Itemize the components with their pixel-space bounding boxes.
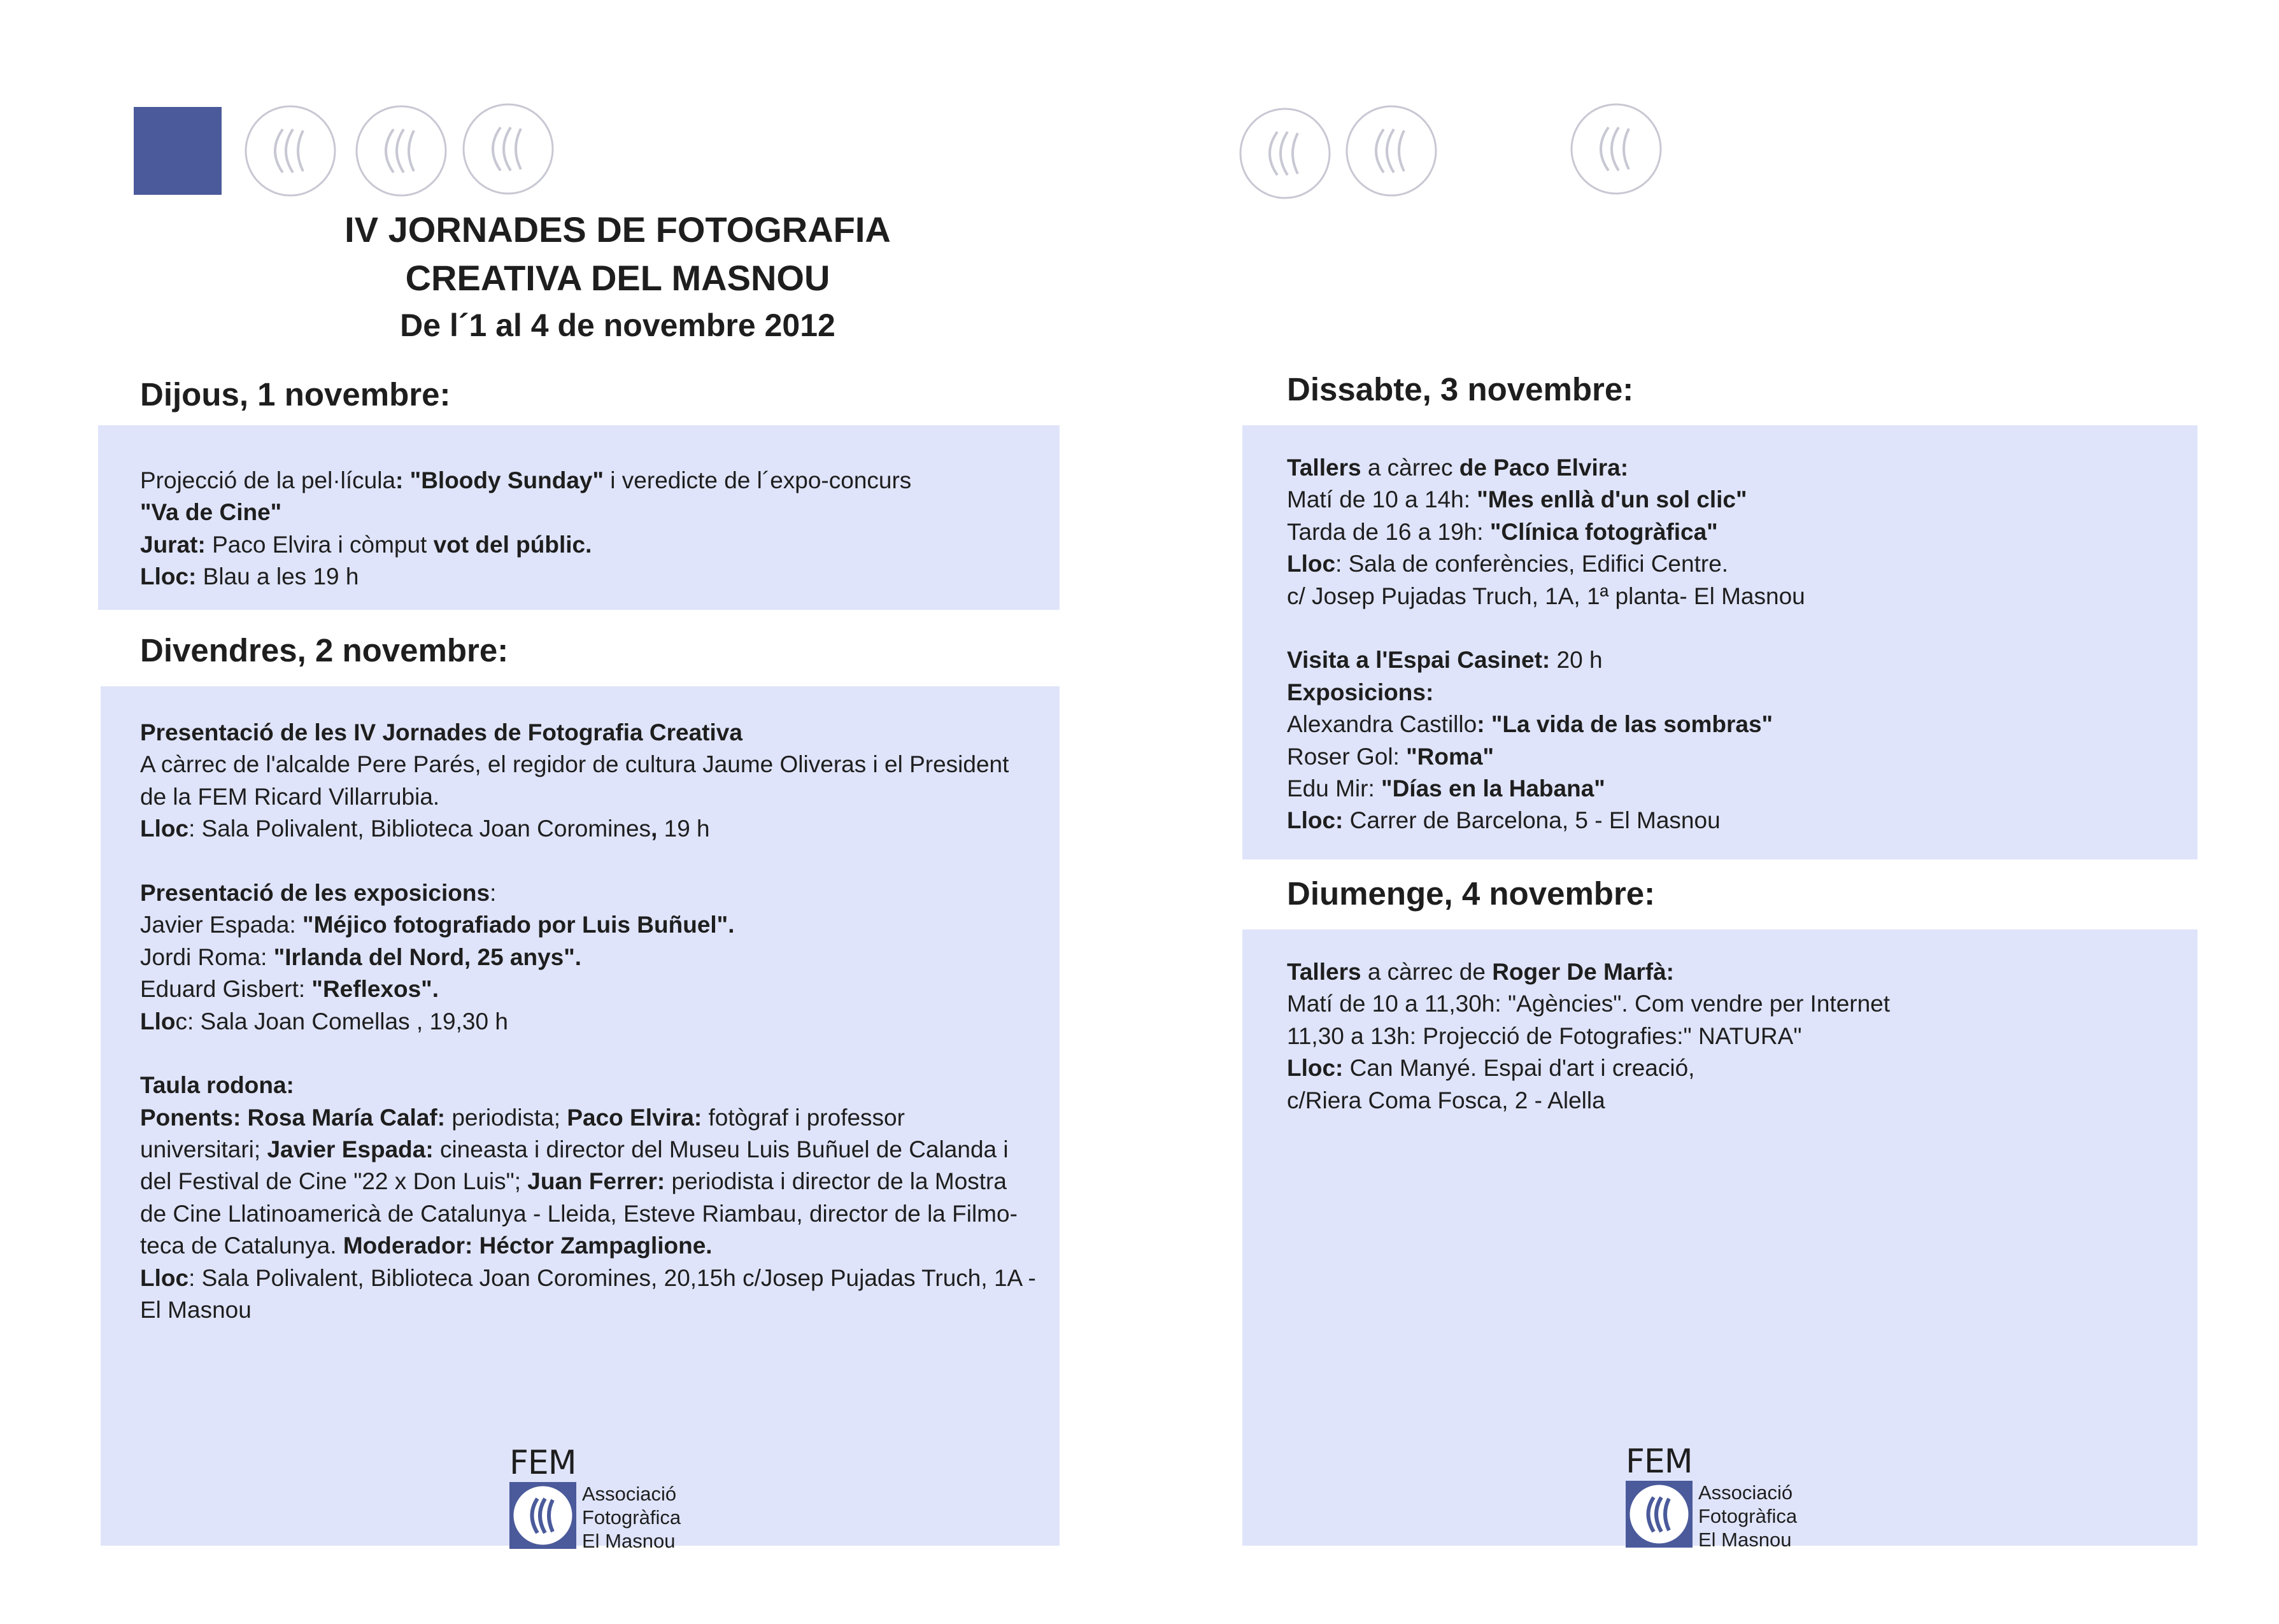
program-line: Visita a l'Espai Casinet: 20 h: [1287, 647, 1603, 674]
logo-org-name: Associació Fotogràfica El Masnou: [1698, 1481, 1798, 1551]
program-line: Tallers a càrrec de Roger De Marfà:: [1287, 959, 1674, 985]
program-line: A càrrec de l'alcalde Pere Parés, el regidor de cultura Jaume Oliveras i el President: [140, 751, 1009, 778]
program-line: Jurat: Paco Elvira i còmput vot del públic.: [140, 531, 592, 558]
logo-acronym: FEM: [1626, 1443, 1693, 1481]
program-line: de Cine Llatinoamericà de Catalunya - Lleida, Esteve Riambau, director de la Filmo-: [140, 1200, 1018, 1227]
friday-panel: [101, 686, 1060, 1552]
page-title-line2: CREATIVA DEL MASNOU: [405, 258, 830, 298]
program-line: Lloc: Blau a les 19 h: [140, 563, 359, 590]
thursday-panel: [98, 425, 1060, 610]
fem-circle-icon: [243, 104, 337, 198]
program-line: Matí de 10 a 14h: "Mes enllà d'un sol clic": [1287, 486, 1747, 513]
fem-circle-icon: [354, 104, 448, 198]
program-line: del Festival de Cine "22 x Don Luis"; Juan Ferrer: periodista i director de la Mostra: [140, 1168, 1007, 1195]
program-line: Lloc: Sala Joan Comellas , 19,30 h: [140, 1008, 508, 1034]
program-line: Lloc: Sala de conferències, Edifici Centre.: [1287, 551, 1729, 577]
program-line: Eduard Gisbert: "Reflexos".: [140, 976, 439, 1003]
event-dates: De l´1 al 4 de novembre 2012: [400, 307, 835, 343]
program-line: de la FEM Ricard Villarrubia.: [140, 783, 440, 810]
program-line: Exposicions:: [1287, 679, 1434, 705]
program-line: Lloc: Carrer de Barcelona, 5 - El Masnou: [1287, 807, 1721, 834]
program-line: c/Riera Coma Fosca, 2 - Alella: [1287, 1087, 1605, 1113]
program-line: Ponents: Rosa María Calaf: periodista; Paco Elvira: fotògraf i professor: [140, 1104, 905, 1131]
friday-program: [140, 717, 1036, 1326]
fem-logo: [509, 1445, 713, 1550]
sunday-program: [1287, 956, 1890, 1117]
logo-org-name: Associació Fotogràfica El Masnou: [582, 1483, 681, 1552]
program-line: Tallers a càrrec de Paco Elvira:: [1287, 455, 1629, 481]
fem-circle-icon: [1569, 102, 1663, 196]
fem-circle-icon: [1238, 106, 1332, 201]
program-line: Lloc: Sala Polivalent, Biblioteca Joan Coromines, 20,15h c/Josep Pujadas Truch, 1A -: [140, 1264, 1036, 1291]
day-heading-thursday: Dijous, 1 novembre:: [140, 376, 451, 413]
program-line: universitari; Javier Espada: cineasta i director del Museu Luis Buñuel de Calanda i: [140, 1136, 1009, 1163]
fem-logo-icon: [509, 1482, 576, 1549]
program-line: 11,30 a 13h: Projecció de Fotografies:" NATURA": [1287, 1022, 1802, 1049]
sunday-panel: [1242, 929, 2197, 1551]
program-line: Presentació de les exposicions:: [140, 879, 497, 906]
program-line: Lloc: Can Manyé. Espai d'art i creació,: [1287, 1055, 1695, 1082]
page-title: IV JORNADES DE FOTOGRAFIA: [344, 209, 891, 250]
logo-acronym: FEM: [509, 1444, 576, 1482]
program-line: Edu Mir: "Días en la Habana": [1287, 775, 1605, 801]
saturday-program: [1287, 452, 1805, 837]
fem-circle-icon: [461, 102, 555, 196]
program-line: Javier Espada: "Méjico fotografiado por Luis Buñuel".: [140, 912, 735, 938]
program-line: teca de Catalunya. Moderador: Héctor Zampaglione.: [140, 1232, 713, 1259]
program-line: Presentació de les IV Jornades de Fotografia Creativa: [140, 719, 742, 745]
program-line: Roser Gol: "Roma": [1287, 743, 1494, 770]
program-line: El Masnou: [140, 1297, 252, 1324]
program-line: Taula rodona:: [140, 1072, 294, 1099]
program-line: c/ Josep Pujadas Truch, 1A, 1ª planta- El Masnou: [1287, 583, 1805, 609]
thursday-program: [140, 465, 911, 593]
fem-logo: [1626, 1444, 1829, 1549]
program-line: Alexandra Castillo: "La vida de las sombras": [1287, 711, 1773, 738]
day-heading-saturday: Dissabte, 3 novembre:: [1287, 371, 1634, 407]
day-heading-sunday: Diumenge, 4 novembre:: [1287, 875, 1656, 912]
fem-circle-icon: [1344, 104, 1438, 198]
program-line: Jordi Roma: "Irlanda del Nord, 25 anys".: [140, 943, 582, 970]
program-line: Matí de 10 a 11,30h: "Agències". Com vendre per Internet: [1287, 991, 1891, 1017]
program-line: "Va de Cine": [140, 499, 282, 526]
program-line: Projecció de la pel·lícula: "Bloody Sunday" i veredicte de l´expo-concurs: [140, 467, 912, 493]
fem-logo-icon: [1626, 1481, 1693, 1548]
day-heading-friday: Divendres, 2 novembre:: [140, 632, 509, 668]
accent-square: [134, 107, 222, 195]
saturday-panel: [1242, 425, 2197, 859]
program-line: Tarda de 16 a 19h: "Clínica fotogràfica": [1287, 518, 1718, 545]
program-line: Lloc: Sala Polivalent, Biblioteca Joan Coromines, 19 h: [140, 816, 710, 842]
